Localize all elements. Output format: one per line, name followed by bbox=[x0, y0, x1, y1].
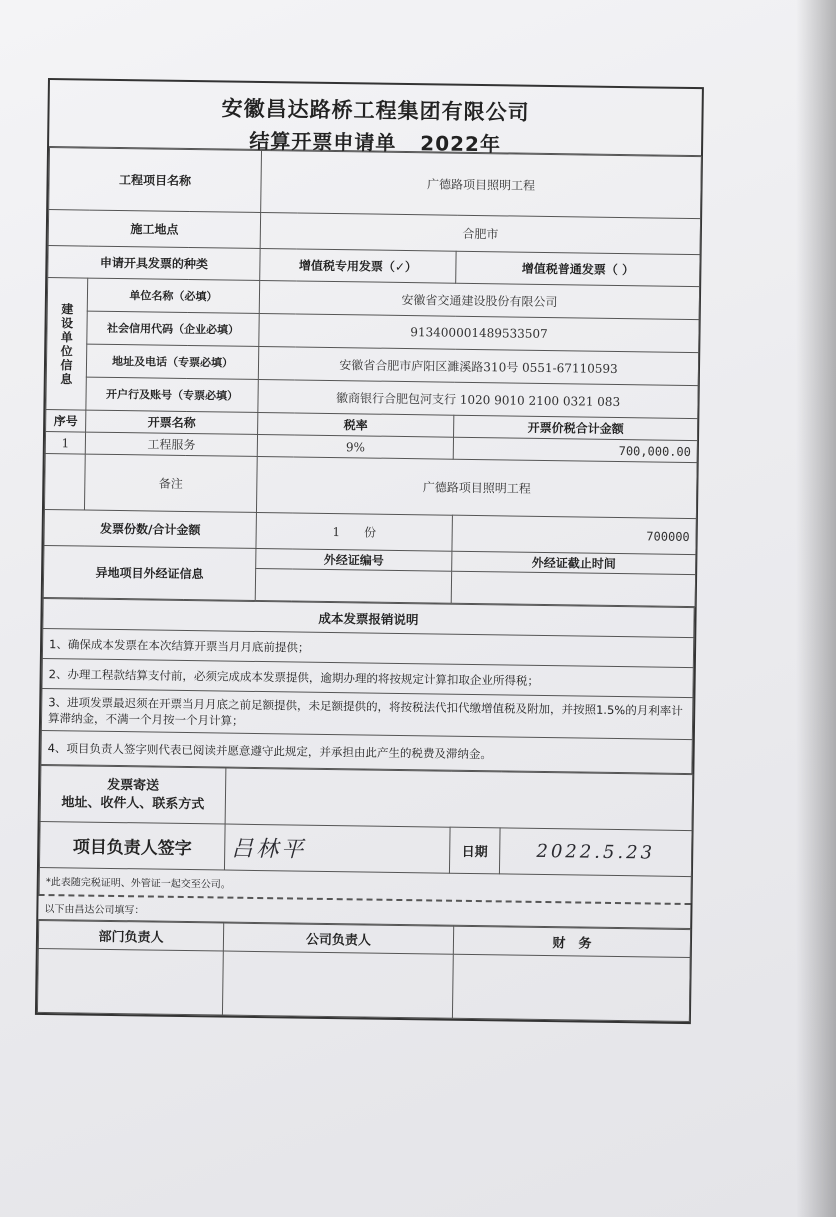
info-table bbox=[43, 147, 702, 607]
credit-code-value[interactable]: 913400001489533507 bbox=[259, 313, 699, 352]
finance-label: 财 务 bbox=[453, 926, 690, 957]
company-head-label: 公司负责人 bbox=[223, 923, 453, 954]
notes-heading: 成本发票报销说明 bbox=[43, 598, 694, 637]
company-name: 安徽昌达路桥工程集团有限公司 bbox=[221, 96, 530, 125]
dept-head-label: 部门负责人 bbox=[38, 920, 223, 951]
remark-label: 备注 bbox=[84, 454, 257, 512]
note-item: 4、项目负责人签字则代表已阅读并愿意遵守此规定，并承担由此产生的税费及滞纳金。 bbox=[41, 730, 692, 773]
vat-special-invoice-option[interactable]: 增值税专用发票（✓） bbox=[260, 248, 456, 283]
col-header-rate: 税率 bbox=[258, 412, 454, 437]
unit-name-value[interactable]: 安徽省交通建设股份有限公司 bbox=[259, 280, 699, 319]
row-name[interactable]: 工程服务 bbox=[85, 432, 257, 456]
finance-sign-field[interactable] bbox=[452, 954, 690, 1021]
cert-deadline-label: 外经证截止时间 bbox=[452, 551, 696, 574]
date-label: 日期 bbox=[449, 827, 500, 874]
settlement-invoice-form bbox=[35, 78, 704, 1024]
project-name-label: 工程项目名称 bbox=[49, 148, 262, 213]
builder-side-label: 建设单位信息 bbox=[46, 278, 88, 411]
page-edge-shadow bbox=[796, 0, 836, 1217]
summary-label: 发票份数/合计金额 bbox=[44, 509, 257, 548]
note-item: 2、办理工程款结算支付前，必须完成成本发票提供，逾期办理的将按规定计算扣取企业所得税； bbox=[42, 658, 693, 697]
col-header-amount: 开票价税合计金额 bbox=[454, 415, 698, 440]
form-title bbox=[49, 80, 702, 156]
dept-head-sign-field[interactable] bbox=[37, 948, 223, 1015]
bank-label: 开户行及账号（专票必填） bbox=[86, 377, 258, 412]
delivery-label: 发票寄送 地址、收件人、联系方式 bbox=[40, 765, 226, 824]
cert-deadline-field[interactable] bbox=[451, 571, 695, 606]
site-value[interactable]: 合肥市 bbox=[260, 212, 700, 254]
cert-no-field[interactable] bbox=[255, 568, 451, 603]
outside-label: 异地项目外经证信息 bbox=[43, 545, 256, 600]
row-rate[interactable]: 9% bbox=[257, 434, 453, 459]
form-year: 2022年 bbox=[420, 131, 502, 157]
approval-table bbox=[37, 919, 691, 1021]
note-item: 3、进项发票最迟须在开票当月月底之前足额提供，未足额提供的，将按税法代扣代缴增值税及附加，并按照1.5%的月利率计算滞纳金，不满一个月按一个月计算； bbox=[41, 688, 693, 739]
address-value[interactable]: 安徽省合肥市庐阳区濉溪路310号 0551-67110593 bbox=[258, 346, 698, 385]
signature-table bbox=[39, 765, 694, 903]
invoice-count[interactable]: 1 份 bbox=[256, 512, 452, 551]
row-amount[interactable]: 700,000.00 bbox=[453, 437, 697, 462]
invoice-type-label: 申请开具发票的种类 bbox=[48, 246, 260, 281]
row-no: 1 bbox=[45, 432, 85, 455]
invoice-total[interactable]: 700000 bbox=[452, 515, 697, 554]
notes-table bbox=[40, 598, 694, 774]
col-header-name: 开票名称 bbox=[86, 410, 258, 434]
form-name: 结算开票申请单 bbox=[249, 128, 397, 155]
unit-name-label: 单位名称（必填） bbox=[87, 278, 259, 313]
site-label: 施工地点 bbox=[48, 210, 261, 249]
company-fill-caption: 以下由昌达公司填写： bbox=[38, 895, 690, 928]
cert-no-label: 外经证编号 bbox=[256, 548, 452, 571]
credit-code-label: 社会信用代码（企业必填） bbox=[87, 311, 259, 346]
date-field[interactable]: 2022.5.23 bbox=[499, 828, 692, 877]
remark-value[interactable]: 广德路项目照明工程 bbox=[256, 456, 697, 518]
signature-field[interactable]: 吕林平 bbox=[224, 824, 450, 873]
vat-normal-invoice-option[interactable]: 增值税普通发票（ ） bbox=[456, 251, 700, 286]
note-item: 1、确保成本发票在本次结算开票当月月底前提供； bbox=[42, 628, 693, 667]
delivery-field[interactable] bbox=[225, 768, 693, 831]
bank-value[interactable]: 徽商银行合肥包河支行 1020 9010 2100 0321 083 bbox=[258, 379, 698, 418]
project-name-value[interactable]: 广德路项目照明工程 bbox=[261, 150, 702, 218]
footnote: *此表随完税证明、外管证一起交至公司。 bbox=[39, 867, 691, 902]
col-header-no: 序号 bbox=[46, 410, 86, 433]
signer-label: 项目负责人签字 bbox=[39, 821, 225, 870]
address-label: 地址及电话（专票必填） bbox=[86, 344, 258, 379]
company-head-sign-field[interactable] bbox=[222, 951, 453, 1018]
